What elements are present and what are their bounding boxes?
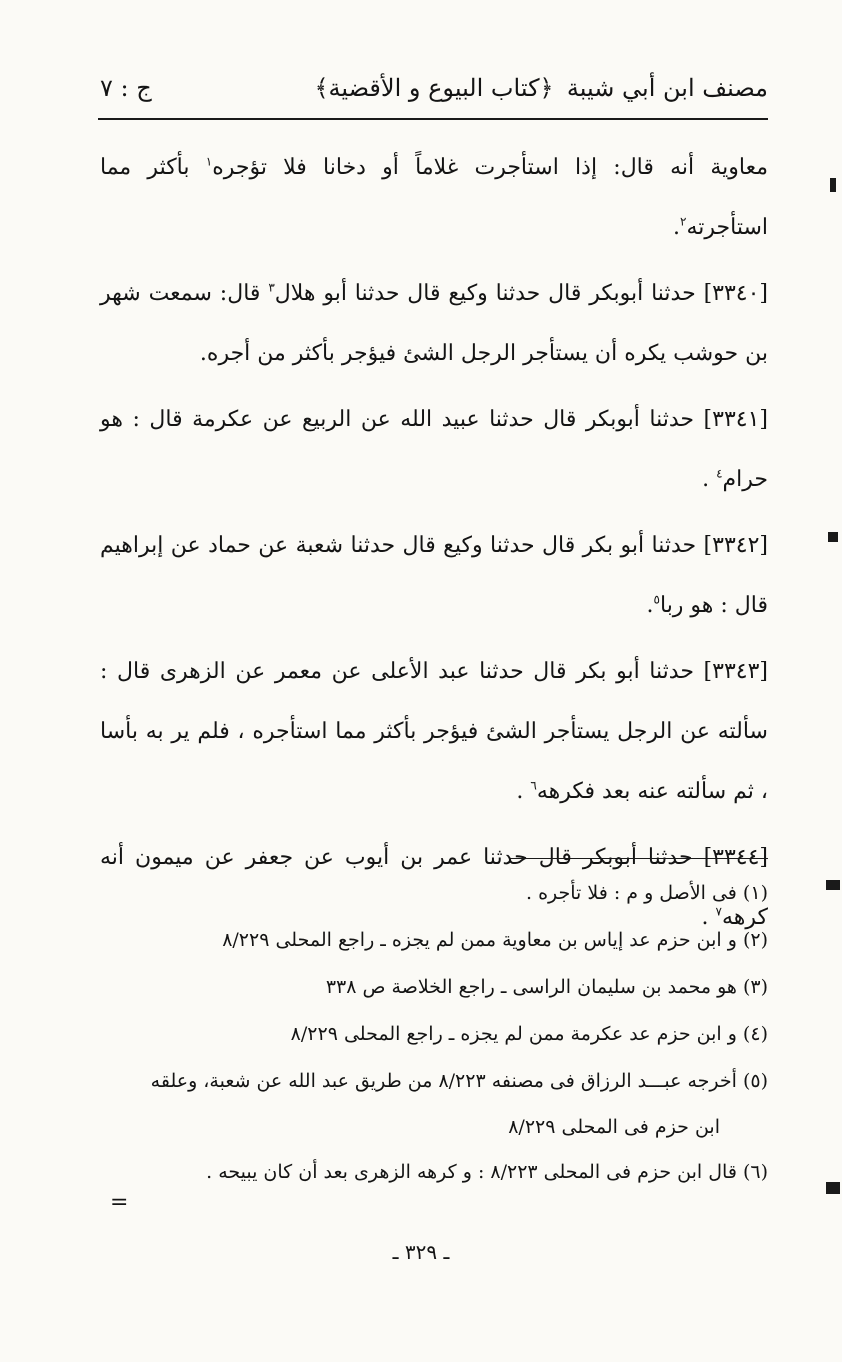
hadith-number: [٣٣٤٤] — [703, 845, 769, 870]
footnote-4: (٤) و ابن حزم عد عكرمة ممن لم يجزه ـ راجع المحلى ٨/٢٢٩ — [290, 1023, 768, 1045]
footnote-ref: ١ — [205, 154, 213, 169]
footnote-ref: ٥ — [653, 592, 660, 607]
hadith-number: [٣٣٤١] — [703, 407, 768, 432]
header-volume: ج : ٧ — [100, 74, 152, 102]
footnote-5: (٥) أخرجه عبـــد الرزاق فى مصنفه ٨/٢٢٣ من طريق عبد الله عن شعبة، وعلقه — [150, 1070, 768, 1092]
footnote-ref: ٣ — [268, 280, 275, 295]
hadith-3344: [٣٣٤٤] حدثنا أبوبكر قال حدثنا عمر بن أيوب عن جعفر عن ميمون أنه كرهه$^٧$ . — [100, 845, 769, 930]
footnote-1: (١) فى الأصل و م : فلا تأجره . — [526, 882, 768, 904]
scan-mark — [830, 178, 836, 192]
footnote-ref: ٧ — [715, 904, 722, 919]
hadith-number: [٣٣٤٠] — [703, 281, 769, 306]
header-title: مصنف ابن أبي شيبة — [566, 74, 768, 102]
hadith-3340: [٣٣٤٠] حدثنا أبوبكر قال حدثنا وكيع قال حدثنا أبو هلال$^٣$ قال: سمعت شهر بن حوشب يكره أن يستأجر الرجل الشئ فيؤجر بأكثر من أجره. — [100, 280, 769, 366]
scan-mark — [826, 880, 840, 890]
hadith-3342: [٣٣٤٢] حدثنا أبو بكر قال حدثنا وكيع قال حدثنا شعبة عن حماد عن إبراهيم قال : هو ربا$^٥$. — [100, 533, 768, 618]
hadith-number: [٣٣٤٣] — [703, 659, 768, 684]
footnote-ref: ٤ — [716, 466, 723, 481]
hadith-3343: [٣٣٤٣] حدثنا أبو بكر قال حدثنا عبد الأعلى عن معمر عن الزهرى قال : سألته عن الرجل يستأجر الشئ فيؤجر بأكثر مما استأجره ، فلم ير به بأسا ، ثم سألته عنه بعد فكرهه$^٦$ . — [100, 659, 768, 804]
header-book-title: ﴿كتاب البيوع و الأقضية﴾ — [314, 74, 554, 102]
footnote-6: (٦) قال ابن حزم فى المحلى ٨/٢٢٣ : و كرهه الزهرى بعد أن كان يبيحه . — [206, 1161, 768, 1183]
page-number: ـ ٣٢٩ ـ — [392, 1240, 450, 1264]
footnote-5-continuation: ابن حزم فى المحلى ٨/٢٢٩ — [508, 1116, 720, 1138]
header-rule — [98, 118, 768, 120]
footnote-3: (٣) هو محمد بن سليمان الراسى ـ راجع الخلاصة ص ٣٣٨ — [325, 976, 768, 998]
running-header — [100, 68, 768, 116]
footnote-ref: ٢ — [680, 214, 687, 229]
footnote-ref: ٦ — [530, 778, 537, 793]
footnotes — [100, 870, 768, 1196]
scan-mark — [828, 532, 838, 542]
hadith-number: [٣٣٤٢] — [703, 533, 768, 558]
main-text — [100, 138, 768, 954]
footnote-2: (٢) و ابن حزم عد إياس بن معاوية ممن لم يجزه ـ راجع المحلى ٨/٢٢٩ — [222, 929, 768, 951]
footnote-rule — [510, 858, 768, 859]
continuation-mark: = — [110, 1190, 129, 1215]
paragraph-continuation: معاوية أنه قال: إذا استأجرت غلاماً أو دخانا فلا تؤجره$^١$ بأكثر مما استأجرته$^٢$. — [100, 154, 769, 240]
scan-mark — [826, 1182, 840, 1194]
hadith-3341: [٣٣٤١] حدثنا أبوبكر قال حدثنا عبيد الله عن الربيع عن عكرمة قال : هو حرام$^٤$ . — [100, 407, 768, 492]
